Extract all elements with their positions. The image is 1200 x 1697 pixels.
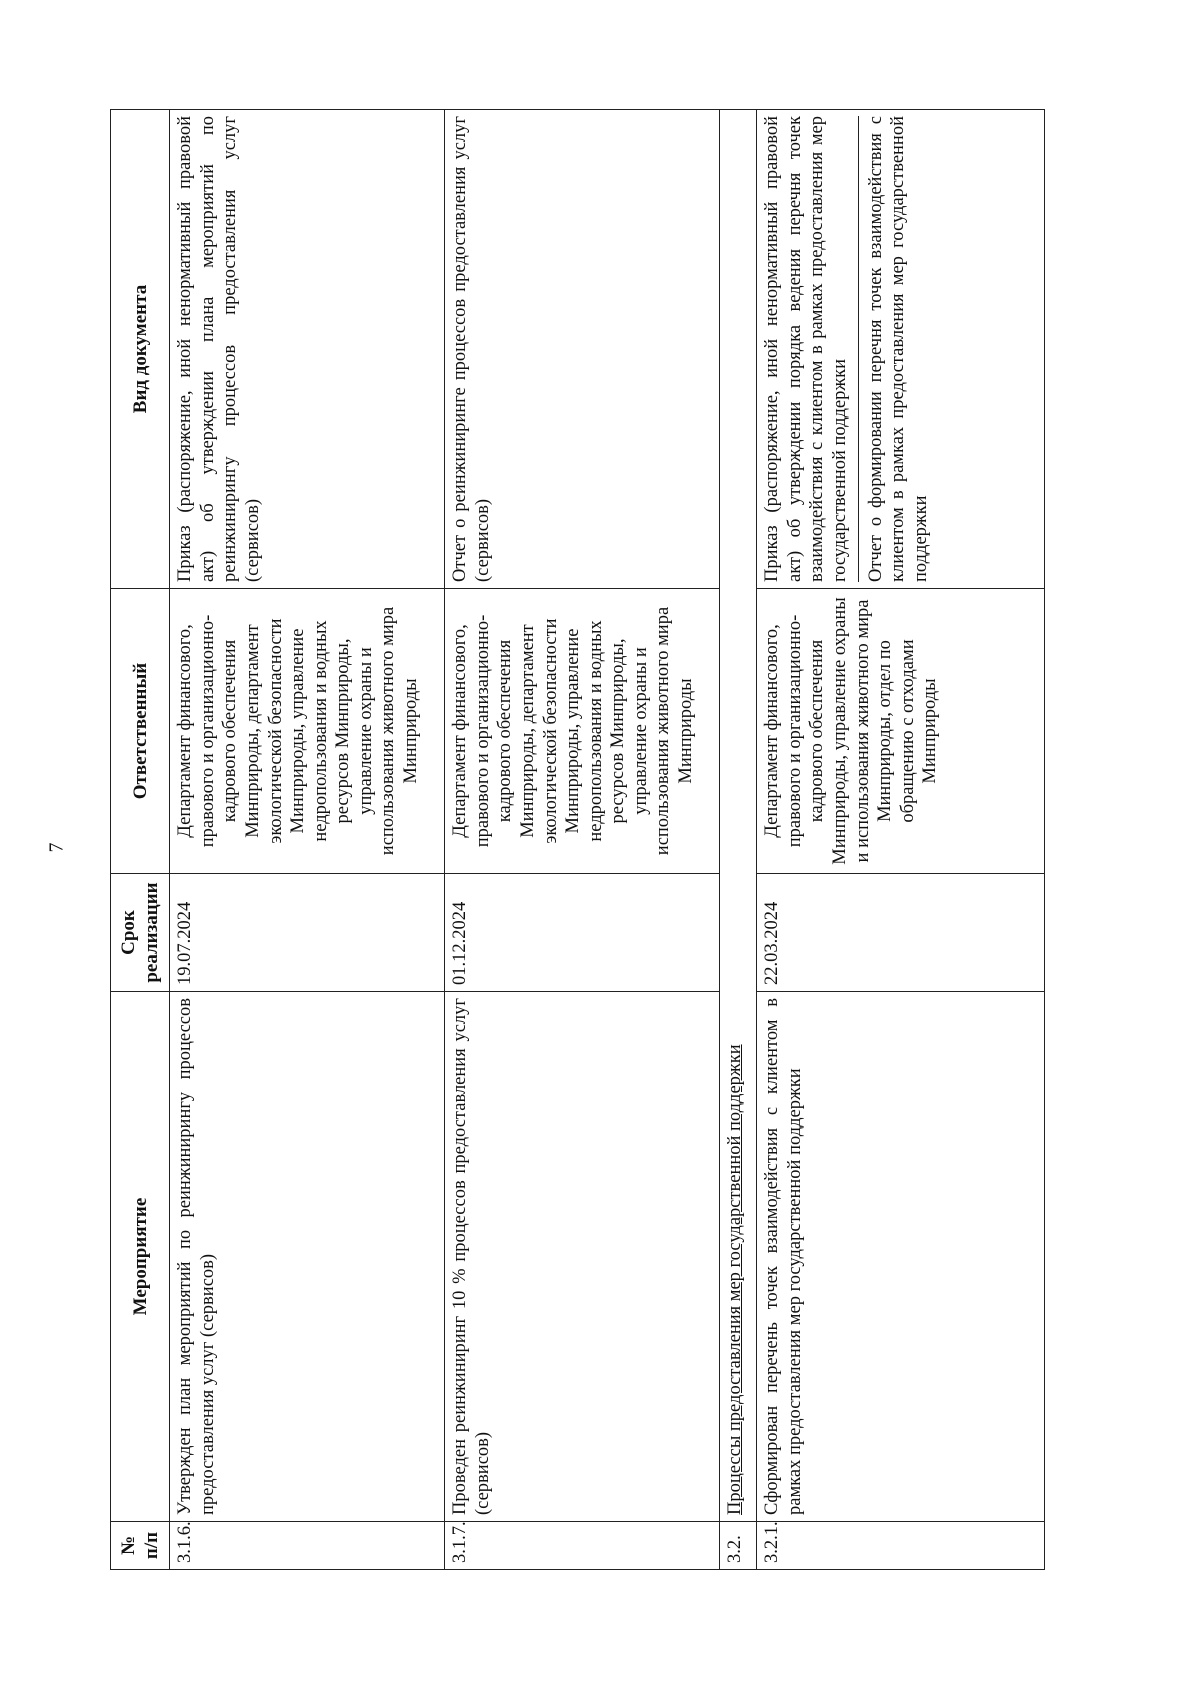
document-report: Отчет о формировании перечня точек взаимодействия с клиентом в рамках предоставления мер государственной поддержки — [865, 116, 931, 582]
row-responsible: Департамент финансового, правового и организационно-кадрового обеспечения Минприроды, управление охраны и использования животного мира Минприроды, отдел по обращению с отходами Минприроды — [757, 589, 1045, 874]
page-number: 7 — [45, 842, 68, 853]
header-num: № п/п — [111, 1522, 170, 1570]
section-title-text: Процессы предоставления мер государственной поддержки — [725, 1044, 746, 1515]
table-row — [445, 110, 720, 1570]
row-num: 3.2.1. — [757, 1522, 1045, 1570]
row-document: Приказ (распоряжение, иной ненормативный правовой акт) об утверждении плана мероприятий по реинжинирингу процессов предоставления услуг (сервисов) — [170, 110, 445, 589]
section-row — [720, 110, 757, 1570]
row-term: 22.03.2024 — [757, 874, 1045, 992]
document-order: Приказ (распоряжение, иной ненормативный правовой акт) об утверждении порядка ведения перечня точек взаимодействия с клиентом в рамках предоставления мер государственной поддержки — [761, 116, 858, 582]
row-event: Проведен реинжиниринг 10 % процессов предоставления услуг (сервисов) — [445, 992, 720, 1522]
section-num: 3.2. — [720, 1522, 757, 1570]
header-responsible: Ответственный — [111, 589, 170, 874]
header-document: Вид документа — [111, 110, 170, 589]
table-row — [757, 110, 1045, 1570]
row-responsible: Департамент финансового, правового и организационно-кадрового обеспечения Минприроды, департамент экологической безопасности Минприроды, управление недропользования и водных ресурсов Минприроды, управление охраны и использования животного мира Минприроды — [445, 589, 720, 874]
action-plan-table — [110, 109, 1045, 1570]
row-event: Утвержден план мероприятий по реинжинирингу процессов предоставления услуг (сервисов) — [170, 992, 445, 1522]
table-header-row — [111, 110, 170, 1570]
row-responsible: Департамент финансового, правового и организационно-кадрового обеспечения Минприроды, департамент экологической безопасности Минприроды, управление недропользования и водных ресурсов Минприроды, управление охраны и использования животного мира Минприроды — [170, 589, 445, 874]
row-num: 3.1.7. — [445, 1522, 720, 1570]
header-term: Срок реализации — [111, 874, 170, 992]
table-row — [170, 110, 445, 1570]
header-event: Мероприятие — [111, 992, 170, 1522]
row-event: Сформирован перечень точек взаимодействия с клиентом в рамках предоставления мер государственной поддержки — [757, 992, 1045, 1522]
row-term: 19.07.2024 — [170, 874, 445, 992]
row-num: 3.1.6. — [170, 1522, 445, 1570]
row-document: Отчет о реинжиниринге процессов предоставления услуг (сервисов) — [445, 110, 720, 589]
row-term: 01.12.2024 — [445, 874, 720, 992]
rotated-table-container — [110, 110, 1045, 1570]
row-document — [757, 110, 1045, 589]
section-title — [720, 110, 757, 1522]
